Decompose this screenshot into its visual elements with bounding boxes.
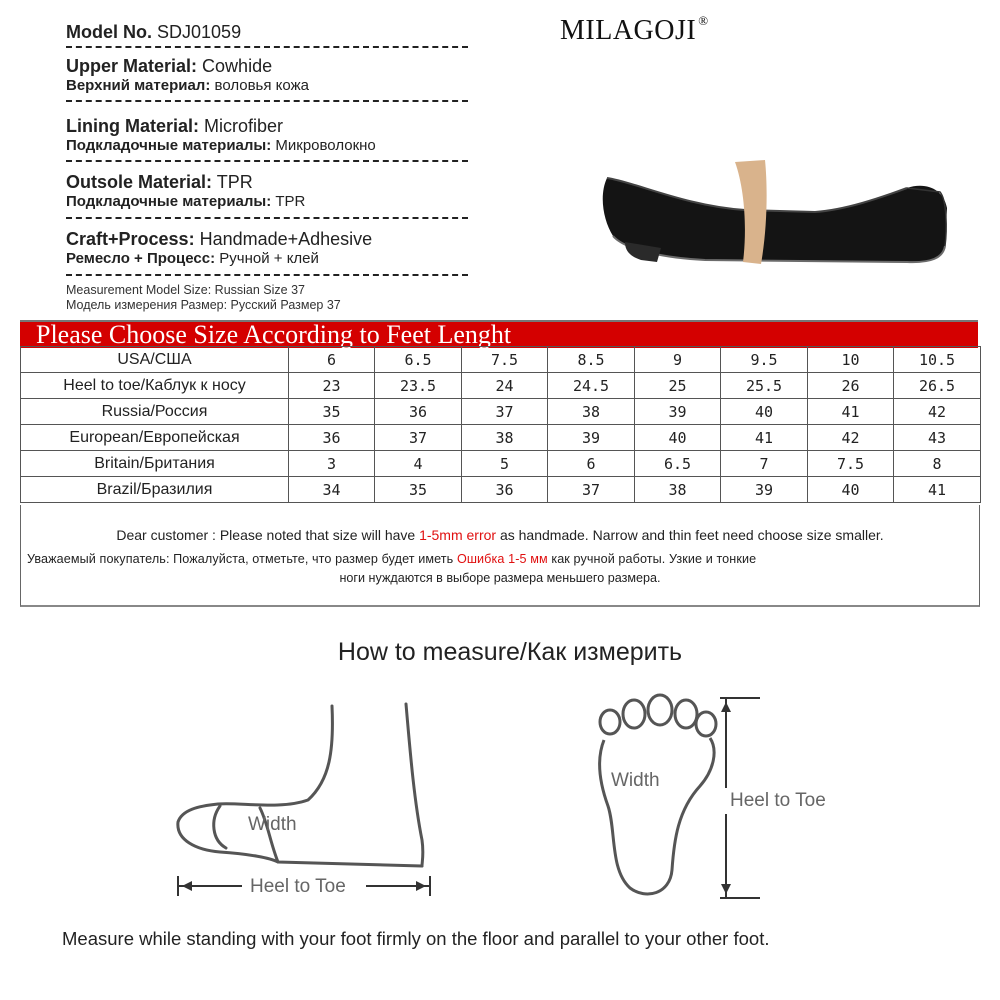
spec-craft (66, 228, 468, 276)
size-cell: 8.5 (548, 347, 635, 373)
shoe-image (595, 150, 975, 275)
outsole-value: TPR (216, 172, 253, 192)
craft-value: Handmade+Adhesive (199, 229, 373, 249)
row-label: Heel to toe/Каблук к носу (21, 373, 289, 399)
size-cell: 40 (721, 399, 808, 425)
size-cell: 36 (289, 425, 375, 451)
brand-logo (560, 12, 709, 47)
note-en-error: 1-5mm error (419, 527, 497, 543)
model-value: SDJ01059 (157, 22, 242, 42)
lining-value: Microfiber (204, 116, 284, 136)
row-label: European/Европейская (21, 425, 289, 451)
size-cell: 39 (721, 477, 808, 503)
model-label: Model No. (66, 22, 152, 42)
size-cell: 38 (462, 425, 548, 451)
spec-upper (66, 55, 468, 102)
measure-model-ru: Модель измерения Размер: Русский Размер 37 (66, 298, 341, 312)
size-cell: 6.5 (635, 451, 721, 477)
size-cell: 41 (894, 477, 981, 503)
outsole-ru-label: Подкладочные материалы: (66, 193, 272, 210)
upper-ru-label: Верхний материал: (66, 77, 211, 94)
table-row (21, 425, 981, 451)
craft-ru-label: Ремесло + Процесс: (66, 250, 216, 267)
size-cell: 7.5 (808, 451, 894, 477)
size-cell: 36 (375, 399, 462, 425)
size-cell: 7 (721, 451, 808, 477)
upper-value: Cowhide (202, 56, 273, 76)
table-row (21, 373, 981, 399)
size-banner (20, 320, 978, 348)
how-to-measure-title: How to measure/Как измерить (337, 638, 683, 666)
size-cell: 26 (808, 373, 894, 399)
size-cell: 40 (635, 425, 721, 451)
upper-label: Upper Material: (66, 56, 198, 76)
size-cell: 41 (808, 399, 894, 425)
lining-ru-value: Микроволокно (275, 137, 376, 154)
sole-width-label: Width (611, 770, 660, 791)
size-cell: 37 (375, 425, 462, 451)
size-cell: 38 (548, 399, 635, 425)
size-cell: 42 (894, 399, 981, 425)
craft-ru-value: Ручной + клей (219, 250, 319, 267)
size-cell: 42 (808, 425, 894, 451)
table-row (21, 451, 981, 477)
outsole-label: Outsole Material: (66, 172, 213, 192)
brand-name: MILAGOJI (560, 15, 697, 46)
size-cell: 25 (635, 373, 721, 399)
size-cell: 6.5 (375, 347, 462, 373)
note-ru-text-b: как ручной работы. Узкие и тонкие (547, 552, 757, 566)
spec-outsole (66, 171, 468, 219)
size-cell: 35 (289, 399, 375, 425)
size-cell: 40 (808, 477, 894, 503)
size-table (20, 346, 981, 503)
size-note-ru-line2: ноги нуждаются в выборе размера меньшего размера. (339, 571, 661, 585)
lining-ru-label: Подкладочные материалы: (66, 137, 272, 154)
size-cell: 38 (635, 477, 721, 503)
row-label: USA/США (21, 347, 289, 373)
size-cell: 37 (548, 477, 635, 503)
measure-model-en: Measurement Model Size: Russian Size 37 (66, 283, 306, 297)
lining-label: Lining Material: (66, 116, 200, 136)
size-cell: 8 (894, 451, 981, 477)
size-cell: 36 (462, 477, 548, 503)
size-note-en (21, 527, 979, 543)
size-cell: 43 (894, 425, 981, 451)
side-width-label: Width (248, 814, 297, 835)
spec-lining (66, 115, 468, 162)
size-cell: 35 (375, 477, 462, 503)
size-cell: 24.5 (548, 373, 635, 399)
row-label: Russia/Россия (21, 399, 289, 425)
size-cell: 23 (289, 373, 375, 399)
size-banner-title: Please Choose Size According to Feet Lenght (36, 320, 512, 349)
size-cell: 9 (635, 347, 721, 373)
size-cell: 41 (721, 425, 808, 451)
size-cell: 39 (548, 425, 635, 451)
size-cell: 26.5 (894, 373, 981, 399)
size-cell: 5 (462, 451, 548, 477)
spec-model (66, 21, 468, 48)
table-row (21, 399, 981, 425)
size-note-box (20, 505, 980, 607)
size-cell: 39 (635, 399, 721, 425)
side-length-label: Heel to Toe (250, 876, 346, 897)
row-label: Brazil/Бразилия (21, 477, 289, 503)
size-cell: 4 (375, 451, 462, 477)
note-en-text-a: Dear customer : Please noted that size will have (116, 527, 420, 543)
size-cell: 34 (289, 477, 375, 503)
registered-mark: ® (698, 12, 709, 28)
size-cell: 24 (462, 373, 548, 399)
outsole-ru-value: TPR (275, 193, 306, 210)
row-label: Britain/Британия (21, 451, 289, 477)
craft-label: Craft+Process: (66, 229, 195, 249)
table-row (21, 347, 981, 373)
size-cell: 10 (808, 347, 894, 373)
table-row (21, 477, 981, 503)
upper-ru-value: воловья кожа (214, 77, 309, 94)
size-note-ru (27, 552, 756, 566)
size-cell: 9.5 (721, 347, 808, 373)
measure-instruction: Measure while standing with your foot firmly on the floor and parallel to your other foot. (62, 928, 770, 949)
note-ru-text-a: Уважаемый покупатель: Пожалуйста, отметьте, что размер будет иметь (27, 552, 457, 566)
size-cell: 6 (548, 451, 635, 477)
size-cell: 6 (289, 347, 375, 373)
note-en-text-b: as handmade. Narrow and thin feet need choose size smaller. (496, 527, 884, 543)
size-cell: 25.5 (721, 373, 808, 399)
sole-length-label: Heel to Toe (730, 790, 826, 811)
size-cell: 3 (289, 451, 375, 477)
size-cell: 7.5 (462, 347, 548, 373)
note-ru-error: Ошибка 1-5 мм (456, 552, 548, 566)
size-cell: 10.5 (894, 347, 981, 373)
size-cell: 23.5 (375, 373, 462, 399)
size-cell: 37 (462, 399, 548, 425)
